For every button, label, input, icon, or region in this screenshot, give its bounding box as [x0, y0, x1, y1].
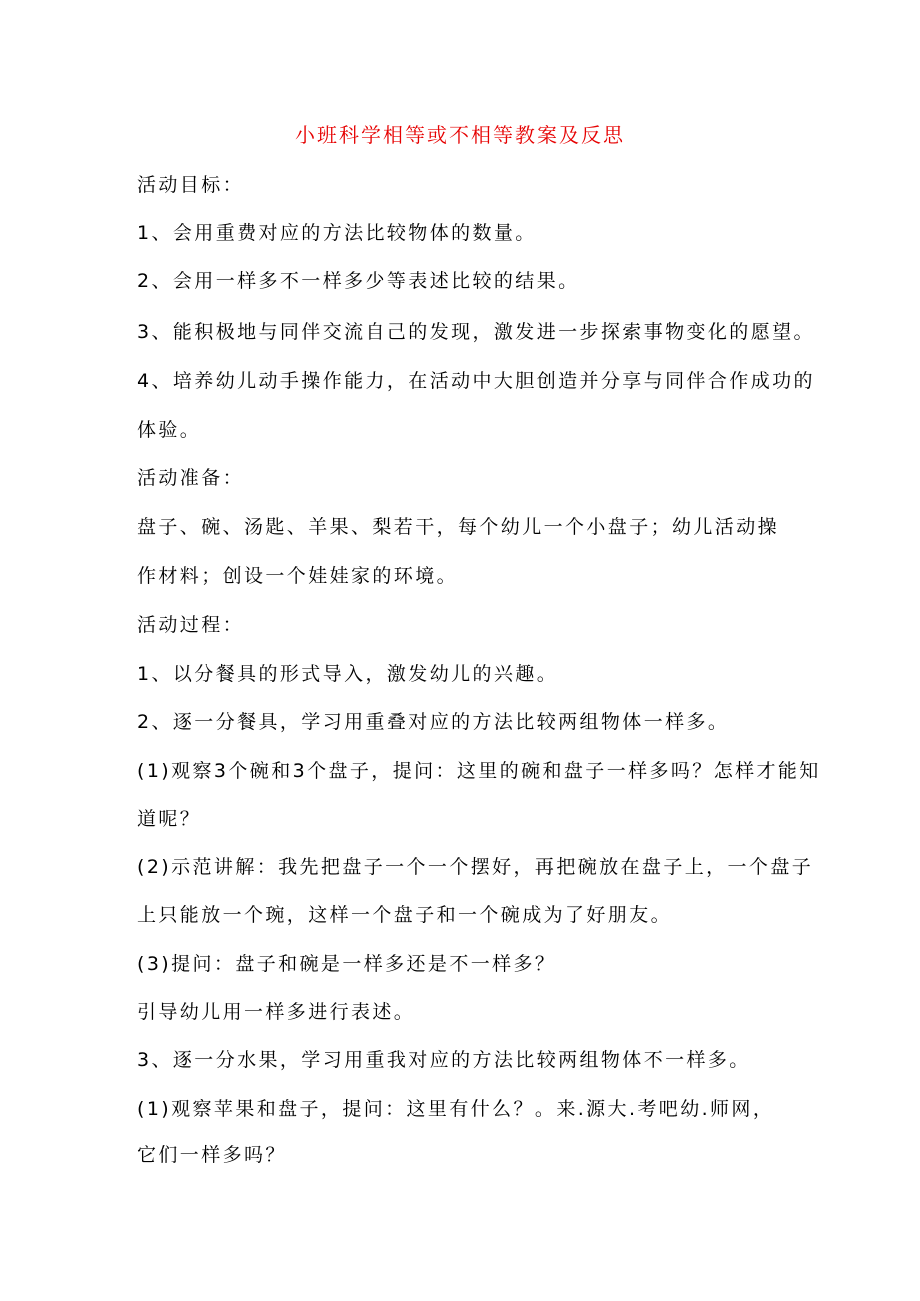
- document-title: 小班科学相等或不相等教案及反思: [295, 123, 625, 147]
- paragraph-line: 1、会用重费对应的方法比较物体的数量。: [137, 222, 537, 244]
- paragraph-line: 上只能放一个琬，这样一个盘子和一个碗成为了好朋友。: [137, 904, 673, 926]
- paragraph-line: 1、以分餐具的形式导入，激发幼儿的兴趣。: [137, 663, 559, 685]
- paragraph-line: 4、培养幼儿动手操作能力，在活动中大胆创造并分享与同伴合作成功的: [137, 370, 815, 392]
- section-heading-goals: 活动目标：: [137, 174, 245, 196]
- paragraph-line: 3、能积极地与同伴交流自己的发现，激发进一步探索事物变化的愿望。: [137, 321, 815, 343]
- paragraph-line: 2、逐一分餐具，学习用重叠对应的方法比较两组物体一样多。: [137, 711, 730, 733]
- paragraph-line: (1)观察3个碗和3个盘子，提问：这里的碗和盘子一样多吗？怎样才能知: [137, 760, 821, 782]
- paragraph-line: 体验。: [137, 419, 202, 441]
- paragraph-line: 道呢？: [137, 808, 202, 830]
- paragraph-line: (1)观察苹果和盘子，提问：这里有什么？。来.源大.考吧幼.师网，: [137, 1098, 775, 1120]
- paragraph-line: 3、逐一分水果，学习用重我对应的方法比较两组物体不一样多。: [137, 1049, 751, 1071]
- paragraph-line: (2)示范讲解：我先把盘子一个一个摆好，再把碗放在盘子上，一个盘子: [137, 856, 814, 878]
- paragraph-line: 作材料；创设一个娃娃家的环境。: [137, 565, 459, 587]
- section-heading-preparation: 活动准备：: [137, 467, 245, 489]
- paragraph-line: (3)提问：盘子和碗是一样多还是不一样多？: [137, 953, 557, 975]
- paragraph-line: 盘子、碗、汤匙、羊果、梨若干，每个幼儿一个小盘子；幼儿活动操: [137, 516, 780, 538]
- section-heading-process: 活动过程：: [137, 614, 245, 636]
- paragraph-line: 引导幼儿用一样多进行表述。: [137, 1001, 416, 1023]
- paragraph-line: 2、会用一样多不一样多少等表述比较的结果。: [137, 270, 580, 292]
- paragraph-line: 它们一样多吗？: [137, 1144, 287, 1166]
